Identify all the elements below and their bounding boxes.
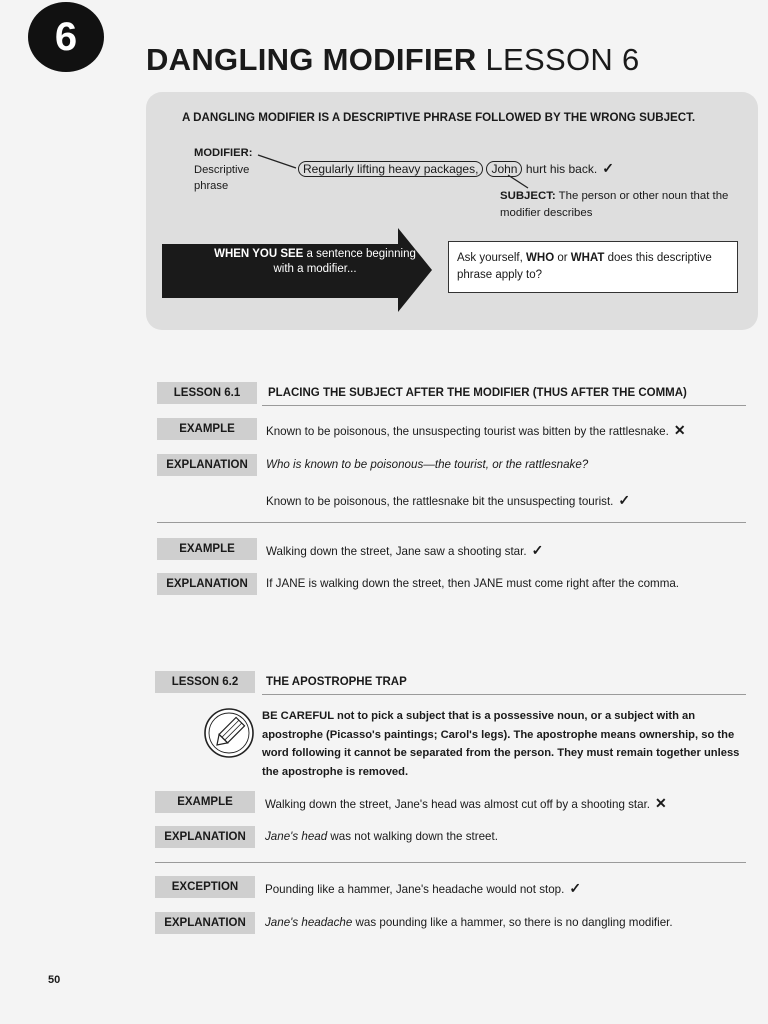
exception-sentence-text: Pounding like a hammer, Jane's headache would not stop.	[265, 883, 565, 896]
exception-text	[265, 880, 581, 897]
exception-tag: EXCEPTION	[155, 876, 255, 898]
arrow-text-rest: a sentence beginning with a modifier...	[273, 248, 416, 275]
corrected-sentence-text: Known to be poisonous, the rattlesnake bit the unsuspecting tourist.	[266, 495, 614, 508]
explanation-tag: EXPLANATION	[157, 573, 257, 595]
divider	[262, 405, 746, 406]
pencil-circle-icon	[203, 707, 255, 759]
corrected-sentence	[266, 492, 630, 509]
modifier-highlight: Regularly lifting heavy packages,	[298, 161, 483, 177]
explanation-text	[265, 916, 673, 929]
check-icon: ✓	[569, 880, 582, 896]
warning-text: BE CAREFUL not to pick a subject that is a possessive noun, or a subject with an apostrophe (Picasso's paintings; Carol's legs). The apostrophe means ownership, so the word following it cannot be separated from the person. They must remain together unless the apostrophe is removed.	[262, 710, 740, 778]
lesson-number-badge: 6	[28, 2, 104, 72]
explanation-italic: Jane's headache	[265, 916, 353, 929]
title-light: LESSON 6	[476, 42, 640, 77]
title-bold: DANGLING MODIFIER	[146, 42, 477, 77]
explanation-rest: was not walking down the street.	[327, 830, 498, 843]
sentence-rest: hurt his back.	[525, 162, 598, 176]
ask-what: WHAT	[570, 252, 605, 264]
lesson-6-1-tag: LESSON 6.1	[157, 382, 257, 404]
definition-text: A DANGLING MODIFIER IS A DESCRIPTIVE PHRASE FOLLOWED BY THE WRONG SUBJECT.	[182, 111, 696, 124]
example-sentence-text: Known to be poisonous, the unsuspecting tourist was bitten by the rattlesnake.	[266, 425, 669, 438]
modifier-label: MODIFIER:	[194, 147, 253, 159]
example-text	[266, 542, 543, 559]
ask-post: does this descriptive phrase apply to?	[457, 252, 712, 281]
ask-pre: Ask yourself,	[457, 252, 527, 264]
example-text	[265, 795, 667, 812]
check-icon: ✓	[531, 542, 544, 558]
example-tag: EXAMPLE	[157, 538, 257, 560]
arrow-text	[210, 247, 420, 277]
ask-who: WHO	[526, 252, 555, 264]
check-icon: ✓	[618, 492, 631, 508]
divider	[157, 522, 746, 523]
subject-desc: The person or other noun that the modifier describes	[500, 190, 729, 219]
explanation-text	[265, 830, 498, 843]
cross-icon: ✕	[673, 422, 686, 438]
example-tag: EXAMPLE	[155, 791, 255, 813]
subject-label: SUBJECT:	[500, 190, 556, 202]
divider	[262, 694, 746, 695]
ask-yourself-box	[448, 241, 738, 293]
explanation-tag: EXPLANATION	[155, 912, 255, 934]
page-number: 50	[48, 974, 61, 986]
explanation-text: Who is known to be poisonous—the tourist, or the rattlesnake?	[266, 458, 589, 471]
modifier-description: Descriptive phrase	[194, 164, 250, 192]
lesson-6-1-heading: PLACING THE SUBJECT AFTER THE MODIFIER (THUS AFTER THE COMMA)	[268, 387, 687, 399]
example-sentence-text: Walking down the street, Jane's head was almost cut off by a shooting star.	[265, 798, 651, 811]
subject-highlight: John	[486, 161, 522, 177]
check-icon: ✓	[602, 160, 614, 176]
example-sentence-text: Walking down the street, Jane saw a shooting star.	[266, 545, 527, 558]
lesson-6-2-heading: THE APOSTROPHE TRAP	[266, 676, 407, 688]
explanation-text: If JANE is walking down the street, then JANE must come right after the comma.	[266, 577, 680, 590]
example-text	[266, 422, 686, 439]
explanation-tag: EXPLANATION	[155, 826, 255, 848]
explanation-tag: EXPLANATION	[157, 454, 257, 476]
ask-or: or	[554, 252, 571, 264]
cross-icon: ✕	[655, 795, 667, 811]
arrow-text-bold: WHEN YOU SEE	[214, 248, 304, 260]
divider	[155, 862, 746, 863]
explanation-italic: Jane's head	[265, 830, 328, 843]
subject-note	[500, 188, 750, 222]
lesson-6-2-tag: LESSON 6.2	[155, 671, 255, 693]
example-sentence	[298, 160, 614, 177]
example-tag: EXAMPLE	[157, 418, 257, 440]
explanation-rest: was pounding like a hammer, so there is no dangling modifier.	[352, 916, 673, 929]
